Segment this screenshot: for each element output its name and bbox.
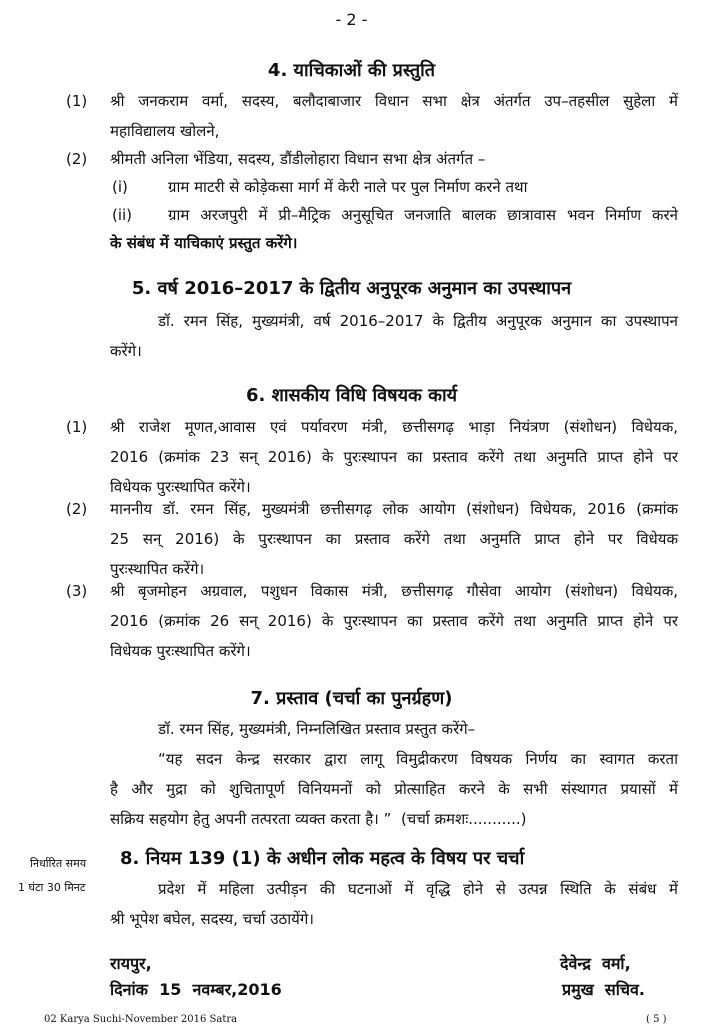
- s6-item2-text: [110, 494, 678, 584]
- s4-closing: के संबंध में याचिकाएं प्रस्तुत करेंगे।: [110, 234, 298, 252]
- s4-sub2-text: [168, 200, 678, 230]
- s4-item2-number: (2): [66, 150, 88, 168]
- s7-line4-tail: (चर्चा क्रमशः...........): [400, 810, 527, 828]
- s4-sub2-number: (ii): [112, 206, 133, 224]
- s6-item3-line2: 2016 (क्रमांक 26 सन् 2016) के पुरःस्थापन का प्रस्ताव करेंगे तथा अनुमति प्राप्त होने पर: [110, 612, 678, 630]
- s6-item2-line2: 25 सन् 2016) के पुरःस्थापन का प्रस्ताव करेंगे तथा अनुमति प्राप्त होने पर विधेयक: [110, 530, 678, 548]
- s6-item1-number: (1): [66, 418, 88, 436]
- s4-item2-line1: श्रीमती अनिला भेंडिया, सदस्य, डौंडीलोहारा विधान सभा क्षेत्र अंतर्गत –: [110, 150, 486, 168]
- s7-line3: है और मुद्रा को शुचितापूर्ण विनियमनों को प्रोत्साहित करने के सभी संस्थागत प्रयासों में: [110, 780, 678, 798]
- s4-item1-line1: श्री जनकराम वर्मा, सदस्य, बलौदाबाजार विधान सभा क्षेत्र अंतर्गत उप–तहसील सुहेला में: [110, 92, 678, 110]
- s4-sub2-line: ग्राम अरजपुरी में प्री–मैट्रिक अनुसूचित जनजाति बालक छात्रावास भवन निर्माण करने: [168, 206, 678, 224]
- s5-line2: करेंगे।: [110, 342, 142, 360]
- s7-line1: डॉ. रमन सिंह, मुख्यमंत्री, निम्नलिखित प्रस्ताव प्रस्तुत करेंगे–: [158, 720, 476, 738]
- section-5-title: 5. वर्ष 2016–2017 के द्वितीय अनुपूरक अनुमान का उपस्थापन: [131, 278, 572, 299]
- footer-doc-ref: 02 Karya Suchi-November 2016 Satra: [44, 1014, 238, 1025]
- s6-item1-line1: श्री राजेश मूणत,आवास एवं पर्यावरण मंत्री, छत्तीसगढ़ भाड़ा नियंत्रण (संशोधन) विधेयक,: [110, 418, 678, 436]
- s6-item2-line3: पुरःस्थापित करेंगे।: [110, 560, 205, 578]
- s6-item2-line1: माननीय डॉ. रमन सिंह, मुख्यमंत्री छत्तीसगढ़ लोक आयोग (संशोधन) विधेयक, 2016 (क्रमांक: [110, 500, 678, 518]
- page-number: - 2 -: [335, 10, 368, 29]
- section-6-title: 6. शासकीय विधि विषयक कार्य: [245, 385, 458, 406]
- s4-item1-line2: महाविद्यालय खोलने,: [110, 122, 220, 140]
- s7-text: [110, 714, 678, 834]
- signatory-designation: प्रमुख सचिव.: [562, 980, 645, 999]
- s6-item1-line2: 2016 (क्रमांक 23 सन् 2016) के पुरःस्थापन का प्रस्ताव करेंगे तथा अनुमति प्राप्त होने पर: [110, 448, 678, 466]
- s8-allotted-time-value: 1 घंटा 30 मिनट: [18, 881, 86, 894]
- footer-page-number: ( 5 ): [646, 1014, 667, 1025]
- signature-place: रायपुर,: [110, 954, 152, 973]
- s6-item2-number: (2): [66, 500, 88, 518]
- s6-item3-line1: श्री बृजमोहन अग्रवाल, पशुधन विकास मंत्री, छत्तीसगढ़ गौसेवा आयोग (संशोधन) विधेयक,: [110, 582, 678, 600]
- section-7-title: 7. प्रस्ताव (चर्चा का पुनर्ग्रहण): [250, 688, 453, 709]
- s6-item3-text: [110, 576, 678, 666]
- s7-line4-quote: सक्रिय सहयोग हेतु अपनी तत्परता व्यक्त करता है। ”: [110, 810, 392, 828]
- s8-text: [110, 874, 678, 934]
- s7-line4: [110, 804, 678, 834]
- s4-item1-text: [110, 86, 678, 146]
- s6-item1-text: [110, 412, 678, 502]
- s8-line2: श्री भूपेश बघेल, सदस्य, चर्चा उठायेंगे।: [110, 910, 314, 928]
- signatory-name: देवेन्द्र वर्मा,: [560, 954, 631, 973]
- s7-line2: “यह सदन केन्द्र सरकार द्वारा लागू विमुद्रीकरण विषयक निर्णय का स्वागत करता: [158, 750, 678, 768]
- s5-text: [110, 306, 678, 366]
- s4-sub1-number: (i): [112, 178, 128, 196]
- s8-allotted-time-label: निर्धारित समय: [30, 857, 87, 870]
- s6-item3-line3: विधेयक पुरःस्थापित करेंगे।: [110, 642, 251, 660]
- s5-line1: डॉ. रमन सिंह, मुख्यमंत्री, वर्ष 2016–2017 के द्वितीय अनुपूरक अनुमान का उपस्थापन: [158, 312, 678, 330]
- section-8-title: 8. नियम 139 (1) के अधीन लोक महत्व के विषय पर चर्चा: [120, 848, 525, 869]
- s8-line1: प्रदेश में महिला उत्पीड़न की घटनाओं में वृद्धि होने से उत्पन्न स्थिति के संबंध में: [158, 880, 678, 898]
- s4-item1-number: (1): [66, 92, 88, 110]
- s6-item1-line3: विधेयक पुरःस्थापित करेंगे।: [110, 478, 251, 496]
- s6-item3-number: (3): [66, 582, 88, 600]
- section-4-title: 4. याचिकाओं की प्रस्तुति: [267, 60, 436, 81]
- signature-date: दिनांक 15 नवम्बर,2016: [110, 980, 282, 999]
- s4-sub1-text: ग्राम माटरी से कोड़ेकसा मार्ग में केरी नाले पर पुल निर्माण करने तथा: [168, 178, 528, 196]
